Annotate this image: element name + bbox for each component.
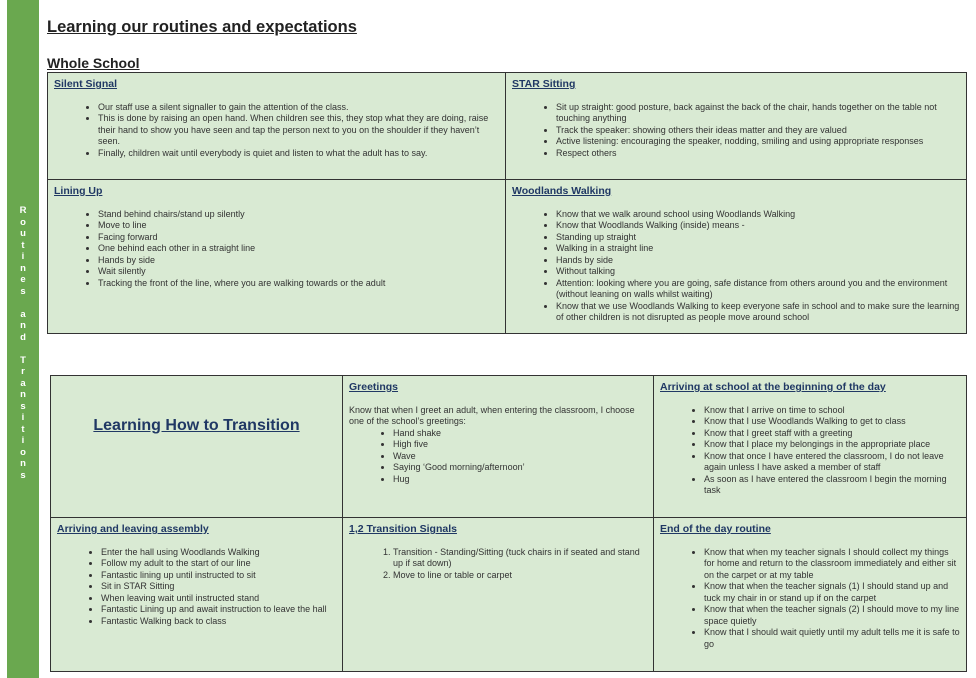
sidebar-letter: n bbox=[20, 320, 26, 331]
assembly-list bbox=[57, 547, 336, 628]
greetings-heading: Greetings bbox=[349, 381, 399, 393]
list-item: • Know that when the teacher signals (1) I should stand up and tuck my chair in or stand up if on the carpet bbox=[704, 581, 960, 604]
list-item: • Know that I arrive on time to school bbox=[704, 405, 960, 417]
sidebar-letter bbox=[7, 297, 39, 309]
list-item: • Tracking the front of the line, where you are walking towards or the adult bbox=[98, 278, 499, 290]
arriving-school-cell bbox=[654, 376, 967, 518]
signals-heading: 1,2 Transition Signals bbox=[349, 523, 457, 535]
end-of-day-list bbox=[660, 547, 960, 651]
list-item: • High five bbox=[393, 439, 647, 451]
list-item: • Wave bbox=[393, 451, 647, 463]
list-item: • Standing up straight bbox=[556, 232, 960, 244]
list-item: • Fantastic Lining up and await instruction to leave the hall bbox=[101, 604, 336, 616]
list-item: • Wait silently bbox=[98, 266, 499, 278]
list-item: • Hand shake bbox=[393, 428, 647, 440]
sidebar-letter bbox=[7, 343, 39, 355]
lining-up-heading: Lining Up bbox=[54, 185, 103, 197]
woodlands-walking-list bbox=[512, 209, 960, 324]
page-title: Learning our routines and expectations bbox=[47, 18, 357, 36]
list-item: • Know that once I have entered the classroom, I do not leave again unless I have asked a member of staff bbox=[704, 451, 960, 474]
list-item: • Attention: looking where you are going, safe distance from others around you and the environment (without leaning on walls whilst waiting) bbox=[556, 278, 960, 301]
list-item: • Know that when the teacher signals (2) I should move to my line space quietly bbox=[704, 604, 960, 627]
woodlands-walking-cell bbox=[506, 180, 967, 334]
list-item: • Hug bbox=[393, 474, 647, 486]
list-item: • Finally, children wait until everybody is quiet and listen to what the adult has to say. bbox=[98, 148, 499, 160]
list-item: • Walking in a straight line bbox=[556, 243, 960, 255]
signals-cell bbox=[343, 518, 654, 672]
sidebar-letter: s bbox=[20, 469, 26, 481]
sidebar-letter: r bbox=[21, 366, 25, 377]
arriving-school-heading: Arriving at school at the beginning of the day bbox=[660, 381, 886, 393]
list-item: • Sit up straight: good posture, back against the back of the chair, hands together on the table not touching anything bbox=[556, 102, 960, 125]
lining-up-list bbox=[54, 209, 499, 290]
star-sitting-heading: STAR Sitting bbox=[512, 78, 576, 90]
list-item: • Sit in STAR Sitting bbox=[101, 581, 336, 593]
list-item: • As soon as I have entered the classroom I begin the morning task bbox=[704, 474, 960, 497]
star-sitting-cell bbox=[506, 73, 967, 180]
greetings-intro: Know that when I greet an adult, when entering the classroom, I choose one of the school’s greetings: bbox=[349, 404, 635, 426]
sidebar-letter: n bbox=[20, 389, 26, 400]
list-item: • Respect others bbox=[556, 148, 960, 160]
greetings-list bbox=[349, 428, 647, 486]
list-item: • Know that we walk around school using Woodlands Walking bbox=[556, 209, 960, 221]
sidebar-letter: a bbox=[20, 377, 26, 389]
list-item: • Facing forward bbox=[98, 232, 499, 244]
list-item: • Know that I place my belongings in the appropriate place bbox=[704, 439, 960, 451]
woodlands-walking-heading: Woodlands Walking bbox=[512, 185, 612, 197]
sidebar-letter: n bbox=[20, 262, 26, 274]
list-item: • Know that I greet staff with a greeting bbox=[704, 428, 960, 440]
list-item: • Know that Woodlands Walking (inside) means - bbox=[556, 220, 960, 232]
list-item: • Enter the hall using Woodlands Walking bbox=[101, 547, 336, 559]
sidebar-letter: e bbox=[20, 274, 26, 285]
list-item: • Move to line bbox=[98, 220, 499, 232]
sidebar-letter: s bbox=[20, 285, 26, 297]
star-sitting-list bbox=[512, 102, 960, 160]
transition-title: Learning How to Transition bbox=[93, 417, 300, 434]
sidebar-letter: T bbox=[20, 354, 26, 366]
sidebar-letter: i bbox=[21, 251, 25, 262]
silent-signal-heading: Silent Signal bbox=[54, 78, 118, 90]
greetings-cell bbox=[343, 376, 654, 518]
sidebar-letter: o bbox=[20, 216, 26, 228]
sidebar-letter: o bbox=[20, 446, 26, 458]
lining-up-cell bbox=[48, 180, 506, 334]
list-item: • Active listening: encouraging the speaker, nodding, smiling and using appropriate responses bbox=[556, 136, 960, 148]
end-of-day-cell bbox=[654, 518, 967, 672]
list-item: • Hands by side bbox=[556, 255, 960, 267]
list-item: • Our staff use a silent signaller to gain the attention of the class. bbox=[98, 102, 499, 114]
sidebar-letter: s bbox=[20, 400, 26, 412]
sidebar-letter: i bbox=[21, 412, 25, 423]
arriving-school-list bbox=[660, 405, 960, 497]
sidebar-vertical-label bbox=[7, 205, 39, 481]
list-item: • Know that when my teacher signals I should collect my things for home and return to the classroom immediately and either sit on the carpet or at my table bbox=[704, 547, 960, 582]
section-title: Whole School bbox=[47, 55, 140, 71]
list-item: • Know that I use Woodlands Walking to get to class bbox=[704, 416, 960, 428]
list-item: • Fantastic lining up until instructed to sit bbox=[101, 570, 336, 582]
sidebar-band bbox=[7, 0, 39, 678]
list-item: • Know that I should wait quietly until my adult tells me it is safe to go bbox=[704, 627, 960, 650]
end-of-day-heading: End of the day routine bbox=[660, 523, 771, 535]
list-item: • This is done by raising an open hand. When children see this, they stop what they are doing, raise their hand to show you have seen and tap the person next to you on the shoulder if they haven’t seen. bbox=[98, 113, 499, 148]
silent-signal-cell bbox=[48, 73, 506, 180]
transition-table bbox=[50, 375, 967, 672]
signals-list bbox=[349, 547, 647, 582]
sidebar-letter: a bbox=[20, 308, 26, 320]
list-item: • Track the speaker: showing others their ideas matter and they are valued bbox=[556, 125, 960, 137]
list-item: • Follow my adult to the start of our line bbox=[101, 558, 336, 570]
list-item: • One behind each other in a straight line bbox=[98, 243, 499, 255]
assembly-cell bbox=[51, 518, 343, 672]
sidebar-letter: n bbox=[20, 458, 26, 469]
assembly-heading: Arriving and leaving assembly bbox=[57, 523, 209, 535]
sidebar-letter: t bbox=[21, 239, 25, 251]
list-item: • Fantastic Walking back to class bbox=[101, 616, 336, 628]
sidebar-letter: i bbox=[21, 435, 25, 446]
list-item: • When leaving wait until instructed stand bbox=[101, 593, 336, 605]
list-item: • Know that we use Woodlands Walking to keep everyone safe in school and to make sure the learning of other children is not disrupted as people move around school bbox=[556, 301, 960, 324]
sidebar-letter: t bbox=[21, 423, 25, 435]
list-item: • Saying ‘Good morning/afternoon’ bbox=[393, 462, 647, 474]
list-item: • Hands by side bbox=[98, 255, 499, 267]
list-item: • Stand behind chairs/stand up silently bbox=[98, 209, 499, 221]
list-item: • Without talking bbox=[556, 266, 960, 278]
list-item: 2. Move to line or table or carpet bbox=[393, 570, 647, 582]
routines-table bbox=[47, 72, 967, 334]
sidebar-letter: R bbox=[19, 205, 27, 216]
list-item: 1. Transition - Standing/Sitting (tuck chairs in if seated and stand up if sat down) bbox=[393, 547, 647, 570]
sidebar-letter: u bbox=[20, 228, 26, 239]
sidebar-letter: d bbox=[20, 331, 26, 343]
silent-signal-list bbox=[54, 102, 499, 160]
transition-title-cell bbox=[51, 376, 343, 518]
